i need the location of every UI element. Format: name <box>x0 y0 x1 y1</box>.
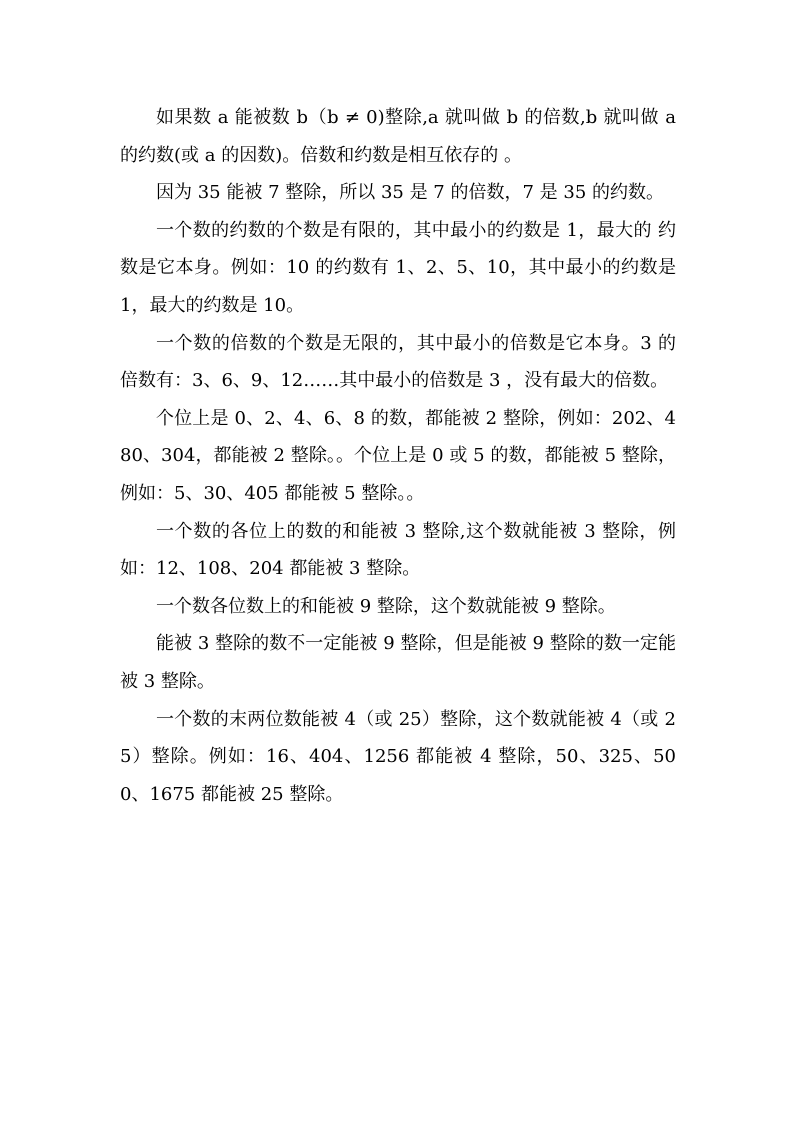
paragraph-divisor-count: 一个数的约数的个数是有限的，其中最小的约数是 1，最大的 约数是它本身。例如：10 的约数有 1、2、5、10，其中最小的约数是 1，最大的约数是 10。 <box>120 219 676 316</box>
paragraph-3-vs-9: 能被 3 整除的数不一定能被 9 整除，但是能被 9 整除的数一定能被 3 整除。 <box>120 633 676 692</box>
paragraph-multiple-count: 一个数的倍数的个数是无限的，其中最小的倍数是它本身。3 的倍数有：3、6、9、12……其中最小的倍数是 3 ，没有最大的倍数。 <box>120 332 676 392</box>
paragraph-example-35-7: 因为 35 能被 7 整除，所以 35 是 7 的倍数，7 是 35 的约数。 <box>156 182 665 204</box>
paragraph-divisible-4-25: 一个数的末两位数能被 4（或 25）整除，这个数就能被 4（或 25）整除。例如：16、404、1256 都能被 4 整除，50、325、500、1675 都能被 25 整除。 <box>120 708 676 805</box>
paragraph-divisible-3: 一个数的各位上的数的和能被 3 整除,这个数就能被 3 整除，例如：12、108、204 都能被 3 整除。 <box>120 520 676 580</box>
paragraph-divisible-9: 一个数各位数上的和能被 9 整除，这个数就能被 9 整除。 <box>156 595 616 617</box>
paragraph-divisible-2-5: 个位上是 0、2、4、6、8 的数，都能被 2 整除，例如：202、480、304，都能被 2 整除。。个位上是 0 或 5 的数，都能被 5 整除，例如：5、30、405 都能被 5 整除。。 <box>120 407 676 504</box>
paragraph-multiple-divisor-definition: 如果数 a 能被数 b（b ≠ 0)整除,a 就叫做 b 的倍数,b 就叫做 a 的约数(或 a 的因数)。倍数和约数是相互依存的 。 <box>120 107 676 166</box>
